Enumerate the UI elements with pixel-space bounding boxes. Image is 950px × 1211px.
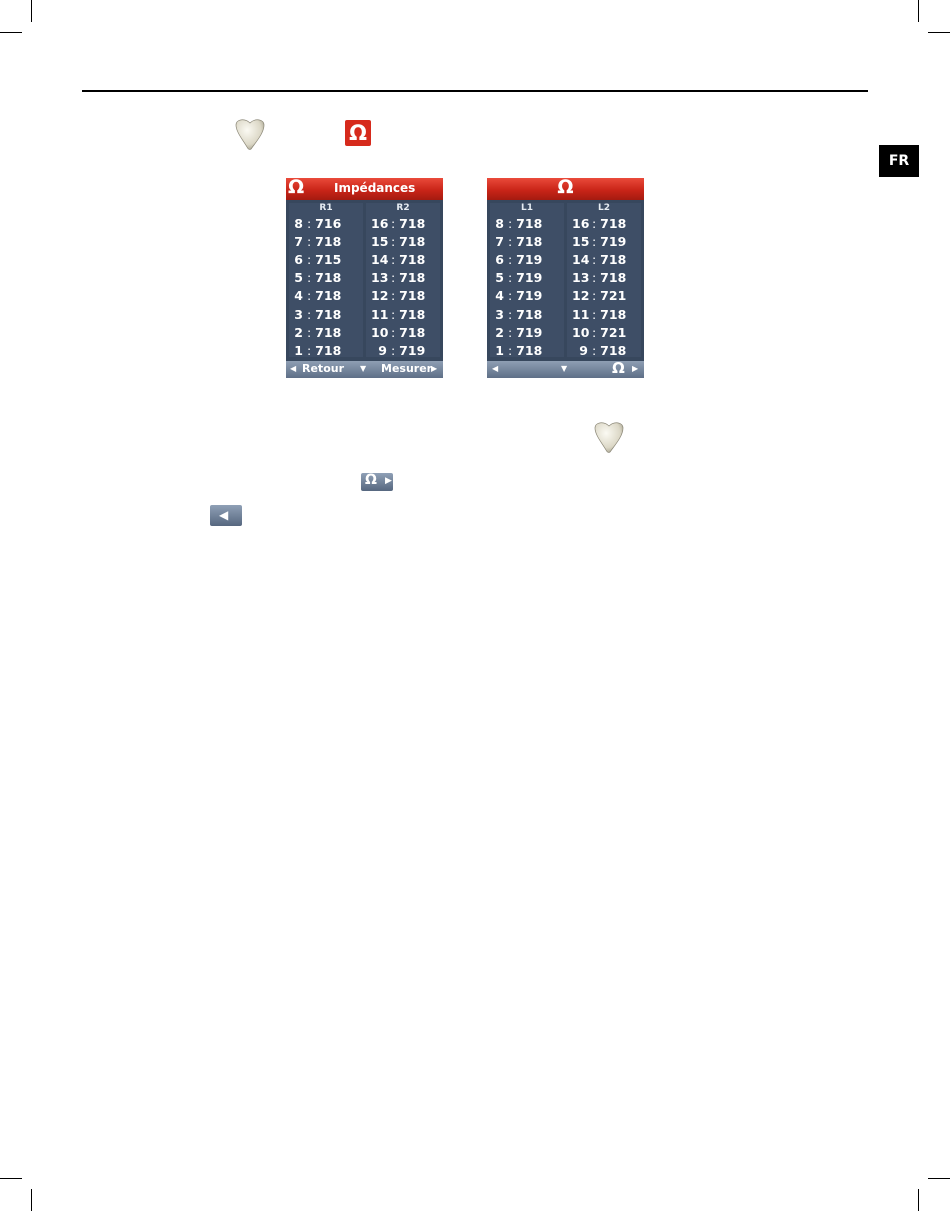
back-softkey-icon <box>210 505 242 526</box>
impedance-value: 718 <box>516 234 543 250</box>
separator: : <box>504 288 517 304</box>
impedance-value: 719 <box>516 324 543 340</box>
crop-mark <box>31 0 32 22</box>
impedance-value: 719 <box>516 270 543 286</box>
heart-button-icon <box>233 117 267 151</box>
separator: : <box>588 288 601 304</box>
electrode-number: 8 <box>294 216 303 231</box>
electrode-column-l1 <box>490 203 564 357</box>
electrode-row <box>371 270 425 288</box>
electrode-row <box>495 325 542 343</box>
separator: : <box>588 324 601 340</box>
impedance-value: 718 <box>399 234 426 250</box>
column-header: L2 <box>598 203 610 213</box>
down-arrow-icon: ▼ <box>561 364 568 373</box>
separator: : <box>504 252 517 268</box>
electrode-number: 5 <box>294 270 303 286</box>
separator: : <box>303 288 316 304</box>
crop-mark <box>0 1178 22 1179</box>
separator: : <box>588 270 601 286</box>
electrode-row <box>572 270 626 288</box>
impedance-value: 718 <box>600 342 627 358</box>
separator: : <box>504 306 517 322</box>
electrode-row <box>294 234 341 252</box>
electrode-row <box>294 325 341 343</box>
electrode-number: 2 <box>495 324 504 340</box>
screen-footer <box>487 361 644 378</box>
electrode-row <box>495 234 542 252</box>
separator: : <box>303 252 316 268</box>
impedance-value: 718 <box>600 216 627 231</box>
electrode-row <box>495 307 542 325</box>
crop-mark <box>928 32 950 33</box>
omega-softkey-icon <box>361 473 393 491</box>
screen-title-bar <box>286 178 443 200</box>
electrode-row <box>572 252 626 270</box>
electrode-number: 10 <box>572 324 590 340</box>
impedance-value: 718 <box>399 288 426 304</box>
electrode-row <box>294 216 341 234</box>
electrode-row <box>495 288 542 306</box>
electrode-row <box>572 234 626 252</box>
electrode-number: 3 <box>495 306 504 322</box>
electrode-row <box>371 234 425 252</box>
electrode-row <box>495 252 542 270</box>
header-rule <box>82 90 868 92</box>
electrode-row <box>294 288 341 306</box>
electrode-row <box>294 270 341 288</box>
electrode-number: 12 <box>371 288 389 304</box>
electrode-number: 8 <box>495 216 504 231</box>
impedance-value: 718 <box>600 270 627 286</box>
impedance-value: 718 <box>399 306 426 322</box>
crop-mark <box>928 1178 950 1179</box>
column-header: R1 <box>319 203 333 213</box>
impedance-value: 719 <box>516 288 543 304</box>
electrode-number: 14 <box>371 252 389 268</box>
electrode-column-r2 <box>366 203 440 357</box>
back-softkey[interactable]: Retour <box>302 362 345 375</box>
impedance-value: 718 <box>399 270 426 286</box>
impedance-value: 718 <box>399 324 426 340</box>
separator: : <box>387 234 400 250</box>
impedance-value: 718 <box>516 306 543 322</box>
electrode-number: 6 <box>294 252 303 268</box>
impedance-value: 718 <box>315 306 342 322</box>
electrode-row <box>572 288 626 306</box>
separator: : <box>303 342 316 358</box>
crop-mark <box>918 0 919 22</box>
electrode-number: 1 <box>495 342 504 358</box>
separator: : <box>387 216 400 231</box>
electrode-number: 15 <box>371 234 389 250</box>
impedance-value: 718 <box>315 342 342 358</box>
omega-softkey[interactable]: Ω <box>612 359 625 377</box>
crop-mark <box>918 1189 919 1211</box>
omega-icon: Ω <box>365 472 377 488</box>
electrode-number: 11 <box>371 306 389 322</box>
separator: : <box>303 270 316 286</box>
impedance-value: 718 <box>399 252 426 268</box>
omega-icon: Ω <box>288 178 305 198</box>
heart-button-icon <box>592 420 626 454</box>
separator: : <box>303 324 316 340</box>
separator: : <box>588 342 601 358</box>
electrode-row <box>371 252 425 270</box>
separator: : <box>504 324 517 340</box>
electrode-row <box>294 343 341 361</box>
impedance-value: 718 <box>516 342 543 358</box>
electrode-row <box>572 307 626 325</box>
electrode-column-r1 <box>289 203 363 357</box>
electrode-row <box>572 216 626 234</box>
separator: : <box>588 216 601 231</box>
column-header: R2 <box>396 203 410 213</box>
electrode-number: 2 <box>294 324 303 340</box>
screen-title-bar <box>487 178 644 200</box>
left-arrow-icon: ◀ <box>219 508 229 522</box>
separator: : <box>588 306 601 322</box>
language-tab <box>879 145 919 177</box>
impedance-screen-right <box>487 178 644 378</box>
separator: : <box>303 306 316 322</box>
separator: : <box>387 324 400 340</box>
language-tab-label: FR <box>888 153 910 169</box>
impedance-value: 718 <box>315 324 342 340</box>
electrode-number: 13 <box>371 270 389 286</box>
impedance-value: 715 <box>315 252 342 268</box>
electrode-column-l2 <box>567 203 641 357</box>
separator: : <box>387 270 400 286</box>
impedance-value: 718 <box>315 234 342 250</box>
crop-mark <box>0 32 22 33</box>
impedance-value: 721 <box>600 288 627 304</box>
electrode-number: 1 <box>294 342 303 358</box>
electrode-row <box>371 343 425 361</box>
electrode-row <box>495 270 542 288</box>
electrode-number: 3 <box>294 306 303 322</box>
screen-footer <box>286 361 443 378</box>
column-header: L1 <box>521 203 533 213</box>
separator: : <box>387 306 400 322</box>
screen-title: Impédances <box>334 181 416 195</box>
electrode-number: 11 <box>572 306 590 322</box>
impedance-value: 718 <box>600 306 627 322</box>
right-arrow-icon: ▶ <box>632 364 639 373</box>
impedance-value: 719 <box>600 234 627 250</box>
separator: : <box>303 234 316 250</box>
electrode-number: 16 <box>572 216 590 231</box>
electrode-number: 13 <box>572 270 590 286</box>
separator: : <box>504 342 517 358</box>
impedance-value: 718 <box>516 216 543 231</box>
impedance-value: 721 <box>600 324 627 340</box>
omega-icon: Ω <box>345 120 371 146</box>
electrode-number: 4 <box>495 288 504 304</box>
electrode-number: 12 <box>572 288 590 304</box>
electrode-row <box>371 216 425 234</box>
separator: : <box>504 234 517 250</box>
electrode-number: 7 <box>294 234 303 250</box>
down-arrow-icon: ▼ <box>360 364 367 373</box>
electrode-row <box>294 252 341 270</box>
electrode-row <box>294 307 341 325</box>
separator: : <box>303 216 316 231</box>
omega-icon: Ω <box>557 178 574 198</box>
electrode-row <box>371 325 425 343</box>
electrode-number: 4 <box>294 288 303 304</box>
crop-mark <box>31 1189 32 1211</box>
measure-softkey[interactable]: Mesurer <box>381 362 433 375</box>
separator: : <box>387 252 400 268</box>
right-arrow-icon: ▶ <box>385 476 392 486</box>
electrode-row <box>495 216 542 234</box>
electrode-number: 6 <box>495 252 504 268</box>
electrode-row <box>371 307 425 325</box>
right-arrow-icon: ▶ <box>431 364 438 373</box>
separator: : <box>504 270 517 286</box>
impedance-value: 718 <box>600 252 627 268</box>
impedance-value: 718 <box>315 288 342 304</box>
electrode-number: 14 <box>572 252 590 268</box>
electrode-row <box>572 343 626 361</box>
impedance-value: 718 <box>399 216 426 231</box>
electrode-number: 9 <box>378 342 387 358</box>
electrode-number: 7 <box>495 234 504 250</box>
electrode-row <box>572 325 626 343</box>
electrode-number: 15 <box>572 234 590 250</box>
separator: : <box>387 288 400 304</box>
impedance-value: 718 <box>315 270 342 286</box>
electrode-number: 9 <box>579 342 588 358</box>
electrode-number: 5 <box>495 270 504 286</box>
electrode-number: 16 <box>371 216 389 231</box>
separator: : <box>588 234 601 250</box>
electrode-row <box>371 288 425 306</box>
left-arrow-icon: ◀ <box>290 364 297 373</box>
electrode-number: 10 <box>371 324 389 340</box>
separator: : <box>588 252 601 268</box>
electrode-row <box>495 343 542 361</box>
impedance-value: 719 <box>399 342 426 358</box>
left-arrow-icon[interactable]: ◀ <box>492 364 499 373</box>
impedance-value: 719 <box>516 252 543 268</box>
separator: : <box>504 216 517 231</box>
impedance-value: 716 <box>315 216 342 231</box>
impedance-screen-left <box>286 178 443 378</box>
separator: : <box>387 342 400 358</box>
